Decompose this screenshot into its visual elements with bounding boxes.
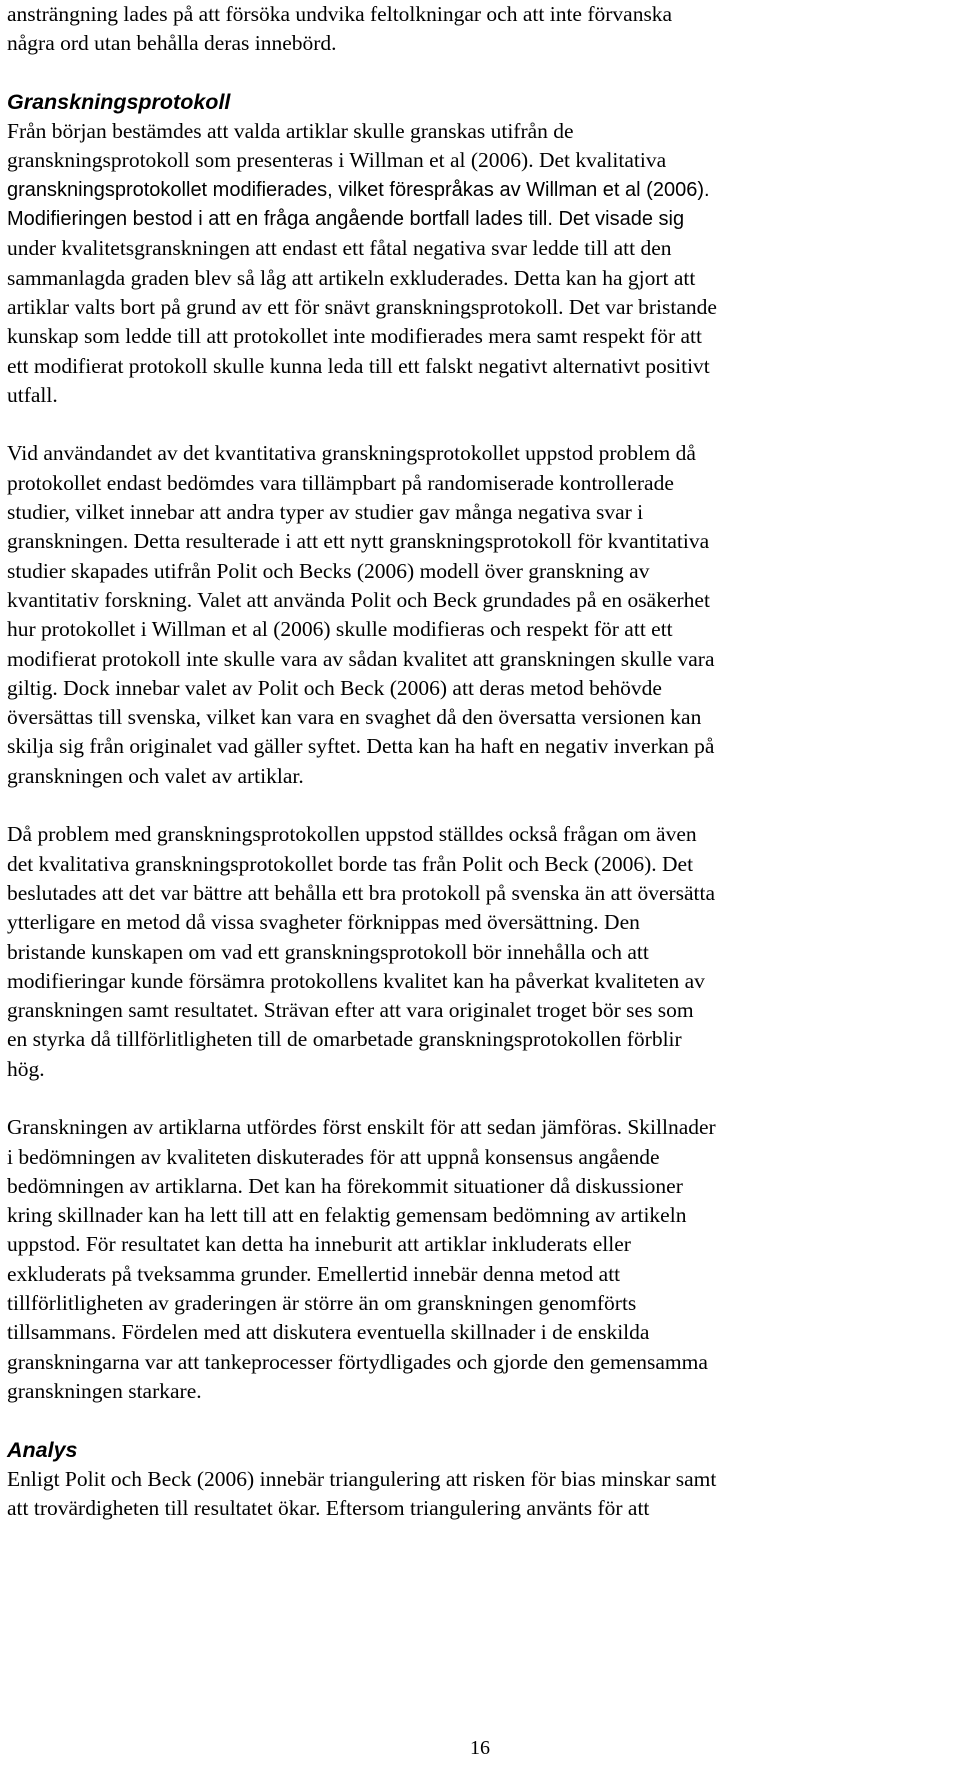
text-line: studier skapades utifrån Polit och Becks (2006) modell över granskning av bbox=[7, 558, 650, 583]
text-line: beslutades att det var bättre att behålla ett bra protokoll på svenska än att översätta bbox=[7, 880, 716, 905]
text-line: Då problem med granskningsprotokollen uppstod ställdes också frågan om även bbox=[7, 822, 697, 847]
text-line: granskningen starkare. bbox=[7, 1378, 202, 1403]
text-line: tillsammans. Fördelen med att diskutera eventuella skillnader i de enskilda bbox=[7, 1320, 650, 1345]
text-line: granskningen och valet av artiklar. bbox=[7, 763, 304, 788]
text-line: att trovärdigheten till resultatet ökar. Eftersom triangulering använts för att bbox=[7, 1496, 650, 1521]
text-line: det kvalitativa granskningsprotokollet borde tas från Polit och Beck (2006). Det bbox=[7, 851, 694, 876]
text-line: kvantitativ forskning. Valet att använda Polit och Beck grundades på en osäkerhet bbox=[7, 587, 710, 612]
text-line: granskningen. Detta resulterade i att ett nytt granskningsprotokoll för kvantitativa bbox=[7, 529, 710, 554]
paragraph bbox=[7, 439, 947, 791]
paragraph-gap bbox=[7, 59, 947, 88]
text-line: Enligt Polit och Beck (2006) innebär triangulering att risken för bias minskar samt bbox=[7, 1466, 717, 1491]
text-line: artiklar valts bort på grund av ett för snävt granskningsprotokoll. Det var bristande bbox=[7, 294, 717, 319]
page-number: 16 bbox=[470, 1737, 490, 1759]
text-line: Granskningen av artiklarna utfördes först enskilt för att sedan jämföras. Skillnader bbox=[7, 1115, 716, 1140]
text-line: en styrka då tillförlitligheten till de omarbetade granskningsprotokollen förblir bbox=[7, 1027, 682, 1052]
text-line: protokollet endast bedömdes vara tillämpbart på randomiserade kontrollerade bbox=[7, 470, 674, 495]
text-line: under kvalitetsgranskningen att endast ett fåtal negativa svar ledde till att den bbox=[7, 236, 672, 261]
paragraph-gap bbox=[7, 1084, 947, 1113]
paragraph bbox=[7, 117, 947, 410]
text-line: granskningarna var att tankeprocesser förtydligades och gjorde den gemensamma bbox=[7, 1349, 708, 1374]
text-line: kring skillnader kan ha lett till att en felaktig gemensam bedömning av artikeln bbox=[7, 1203, 687, 1228]
text-line: Modifieringen bestod i att en fråga angående bortfall lades till. Det visade sig bbox=[7, 208, 685, 231]
text-line: ytterligare en metod då vissa svagheter förknippas med översättning. Den bbox=[7, 910, 640, 935]
paragraph bbox=[7, 1113, 947, 1406]
paragraph-gap bbox=[7, 410, 947, 439]
text-line: granskningen samt resultatet. Strävan efter att vara originalet troget bör ses som bbox=[7, 998, 694, 1023]
text-line: tillförlitligheten av graderingen är större än om granskningen genomförts bbox=[7, 1291, 637, 1316]
text-line: uppstod. För resultatet kan detta ha inneburit att artiklar inkluderats eller bbox=[7, 1232, 631, 1257]
section-heading-analys: Analys bbox=[7, 1437, 78, 1462]
text-line: utfall. bbox=[7, 382, 58, 407]
text-line: bedömningen av artiklarna. Det kan ha förekommit situationer då diskussioner bbox=[7, 1173, 683, 1198]
paragraph bbox=[7, 1465, 947, 1524]
text-line: några ord utan behålla deras innebörd. bbox=[7, 31, 337, 56]
text-line: hög. bbox=[7, 1056, 45, 1081]
text-line: ett modifierat protokoll skulle kunna leda till ett falskt negativt alternativt positivt bbox=[7, 353, 710, 378]
text-line: modifierat protokoll inte skulle vara av sådan kvalitet att granskningen skulle vara bbox=[7, 646, 715, 671]
paragraph-gap bbox=[7, 1406, 947, 1435]
text-line: ansträngning lades på att försöka undvika feltolkningar och att inte förvanska bbox=[7, 2, 673, 26]
document-page bbox=[7, 0, 947, 1523]
text-line: i bedömningen av kvaliteten diskuterades för att uppnå konsensus angående bbox=[7, 1144, 660, 1169]
text-line: studier, vilket innebar att andra typer av studier gav många negativa svar i bbox=[7, 500, 644, 525]
paragraph bbox=[7, 820, 947, 1084]
text-line: granskningsprotokollet modifierades, vilket förespråkas av Willman et al (2006). bbox=[7, 178, 710, 201]
text-line: Vid användandet av det kvantitativa granskningsprotokollet uppstod problem då bbox=[7, 441, 696, 466]
text-line: sammanlagda graden blev så låg att artikeln exkluderades. Detta kan ha gjort att bbox=[7, 265, 696, 290]
text-line: kunskap som ledde till att protokollet inte modifierades mera samt respekt för att bbox=[7, 324, 702, 349]
paragraph-gap bbox=[7, 791, 947, 820]
text-line: bristande kunskapen om vad ett granskningsprotokoll bör innehålla och att bbox=[7, 939, 649, 964]
section-heading-granskningsprotokoll: Granskningsprotokoll bbox=[7, 89, 231, 114]
text-line: hur protokollet i Willman et al (2006) skulle modifieras och respekt för att ett bbox=[7, 617, 673, 642]
text-line: giltig. Dock innebar valet av Polit och Beck (2006) att deras metod behövde bbox=[7, 675, 662, 700]
text-line: granskningsprotokoll som presenteras i Willman et al (2006). Det kvalitativa bbox=[7, 148, 667, 173]
text-line: översättas till svenska, vilket kan vara en svaghet då den översatta versionen kan bbox=[7, 705, 702, 730]
text-line: skilja sig från originalet vad gäller syftet. Detta kan ha haft en negativ inverkan på bbox=[7, 734, 715, 759]
text-line: exkluderats på tveksamma grunder. Emellertid innebär denna metod att bbox=[7, 1261, 621, 1286]
intro-paragraph bbox=[7, 0, 947, 59]
text-line: Från början bestämdes att valda artiklar skulle granskas utifrån de bbox=[7, 119, 574, 144]
text-line: modifieringar kunde försämra protokollens kvalitet kan ha påverkat kvaliteten av bbox=[7, 968, 705, 993]
